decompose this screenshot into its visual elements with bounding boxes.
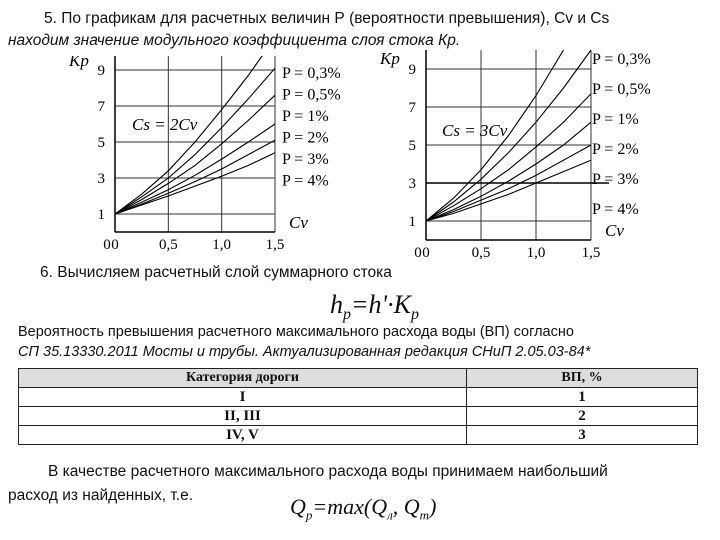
y-tick-label: 1 bbox=[97, 207, 105, 223]
y-tick-label: 3 bbox=[97, 171, 105, 187]
y-tick-label: 1 bbox=[408, 214, 416, 230]
series-label: P = 3% bbox=[282, 151, 329, 168]
x-tick-label: 1,5 bbox=[265, 237, 285, 253]
formula-qp-close: ) bbox=[429, 494, 437, 519]
table-row bbox=[19, 426, 698, 445]
series-line bbox=[115, 56, 275, 214]
conclusion-line2: расход из найденных, т.е. bbox=[8, 487, 194, 504]
formula-hp-rest: =h'·K bbox=[351, 290, 411, 319]
cell-vp: 3 bbox=[467, 426, 698, 445]
formula-qp-q-sub: р bbox=[305, 507, 313, 523]
x-tick-label: 0,5 bbox=[471, 245, 491, 261]
origin-label: 0 bbox=[103, 237, 111, 253]
header-road-category: Категория дороги bbox=[19, 369, 467, 388]
table-header-row bbox=[19, 369, 698, 388]
step5-line1: 5. По графикам для расчетных величин Р (вероятности превышения), Cv и Cs bbox=[44, 10, 610, 27]
chart-annotation: Cs = 3Cv bbox=[442, 121, 508, 140]
y-tick-label: 7 bbox=[97, 99, 105, 115]
cell-category: I bbox=[19, 388, 467, 407]
series-label: P = 4% bbox=[282, 172, 329, 190]
x-tick-label: 0 bbox=[422, 245, 430, 261]
x-tick-label: 1,5 bbox=[581, 245, 601, 261]
cell-category: IV, V bbox=[19, 426, 467, 445]
formula-qp-b-sub: т bbox=[419, 507, 430, 523]
origin-label: 0 bbox=[414, 245, 422, 261]
table-row bbox=[19, 407, 698, 426]
formula-hp-h: h bbox=[330, 290, 343, 319]
x-axis-label: Cv bbox=[605, 221, 624, 240]
chart-annotation: Cs = 2Cv bbox=[132, 115, 198, 134]
vp-note-line1: Вероятность превышения расчетного максимального расхода воды (ВП) согласно bbox=[18, 324, 574, 340]
x-tick-label: 0,5 bbox=[158, 237, 178, 253]
step6-title: 6. Вычисляем расчетный слой суммарного стока bbox=[40, 264, 392, 281]
series-label: P = 0,5% bbox=[282, 86, 341, 104]
series-label: P = 2% bbox=[592, 141, 639, 158]
step5-line2: находим значение модульного коэффициента слоя стока Кр. bbox=[8, 32, 461, 49]
chart-cs3cv bbox=[380, 50, 710, 268]
cell-category: II, III bbox=[19, 407, 467, 426]
formula-qp-max: =max( bbox=[312, 494, 372, 519]
y-tick-label: 5 bbox=[97, 135, 105, 151]
y-axis-label: Kp bbox=[380, 50, 400, 68]
vp-table bbox=[18, 368, 698, 445]
series-label: P = 0,3% bbox=[592, 51, 651, 68]
header-vp: ВП, % bbox=[467, 369, 698, 388]
x-tick-label: 1,0 bbox=[526, 245, 546, 261]
conclusion-line1: В качестве расчетного максимального расхода воды принимаем наибольший bbox=[48, 463, 608, 480]
table-row bbox=[19, 388, 698, 407]
series-label: P = 3% bbox=[592, 171, 639, 188]
series-label: P = 0,5% bbox=[592, 81, 651, 98]
y-tick-label: 9 bbox=[97, 63, 105, 79]
formula-qp-q: Q bbox=[290, 494, 306, 519]
x-tick-label: 1,0 bbox=[212, 237, 232, 253]
vp-note-line2: СП 35.13330.2011 Мосты и трубы. Актуализированная редакция СНиП 2.05.03-84* bbox=[18, 344, 591, 360]
cell-vp: 1 bbox=[467, 388, 698, 407]
y-axis-label: Kp bbox=[69, 56, 89, 70]
formula-hp-sub: p bbox=[343, 306, 351, 324]
formula-qp-sep: , bbox=[392, 494, 404, 519]
step5-paragraph bbox=[8, 8, 714, 52]
chart-cs2cv bbox=[60, 56, 370, 266]
y-tick-label: 9 bbox=[408, 62, 416, 78]
series-label: P = 1% bbox=[282, 108, 329, 125]
y-tick-label: 3 bbox=[408, 176, 416, 192]
series-label: P = 2% bbox=[282, 129, 329, 147]
formula-hp-sub2: p bbox=[410, 306, 419, 324]
y-tick-label: 5 bbox=[408, 138, 416, 154]
series-label: P = 0,3% bbox=[282, 65, 341, 82]
formula-qp-a: Q bbox=[371, 494, 388, 519]
series-label: P = 4% bbox=[592, 201, 639, 218]
series-line bbox=[115, 68, 275, 214]
formula-qp bbox=[290, 494, 436, 523]
series-label: P = 1% bbox=[592, 111, 639, 128]
formula-qp-a-sub: л bbox=[387, 507, 393, 523]
series-line bbox=[426, 94, 591, 221]
formula-hp bbox=[330, 290, 419, 324]
x-tick-label: 0 bbox=[111, 237, 119, 253]
vp-note bbox=[18, 322, 708, 362]
x-axis-label: Cv bbox=[289, 213, 308, 232]
formula-qp-b: Q bbox=[403, 494, 420, 519]
y-tick-label: 7 bbox=[408, 100, 416, 116]
cell-vp: 2 bbox=[467, 407, 698, 426]
